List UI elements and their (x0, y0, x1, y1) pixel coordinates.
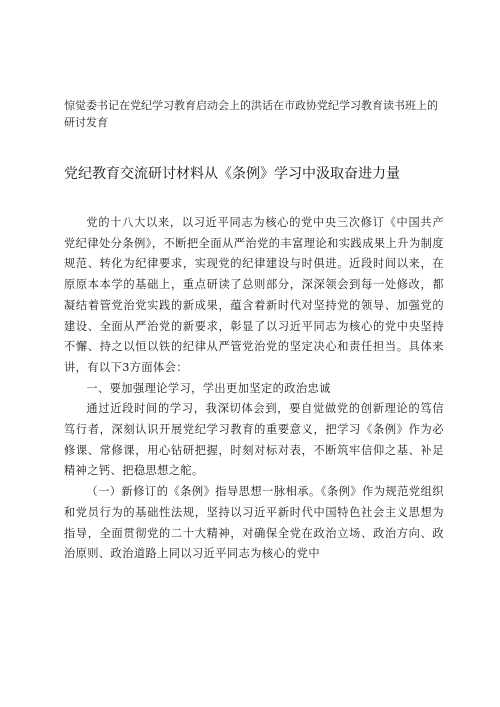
header-title: 惊觉委书记在党纪学习教育启动会上的洪话在市政协党纪学习教育读书班上的研讨发育 (64, 99, 438, 129)
paragraph-subsection-1: （一）新修订的《条例》指导思想一脉相承。《条例》作为规范党组织和党员行为的基础性法规，坚持以习近平新时代中国特色社会主义思想为指导，全面贯彻党的二十大精神，对确保全党在政治立场、政治方向、政治原则、政治道路上同以习近平同志为核心的党中 (64, 485, 444, 561)
paragraph-study: 通过近段时间的学习，我深切体会到，要自觉做党的创新理论的笃信笃行者，深刻认识开展党纪学习教育的重要意义，把学习《条例》作为必修课、常修课，用心钻研把握，时刻对标对表，不断筑牢信仰之基、补足精神之钙、把稳思想之舵。 (64, 402, 444, 478)
section-heading-1: 一、要加强理论学习，学出更加坚定的政治忠诚 (86, 381, 331, 395)
document-body (64, 213, 444, 565)
document-title: 党纪教育交流研讨材料从《条例》学习中汲取奋进力量 (64, 166, 400, 182)
paragraph-intro: 党的十八大以来，以习近平同志为核心的党中央三次修订《中国共产党纪律处分条例》，不断把全面从严治党的丰富理论和实践成果上升为制度规范、转化为纪律要求，实现党的纪律建设与时俱进。近段时间以来，在原原本本学的基础上，重点研读了总则部分，深深领会到每一处修改，都凝结着管党治党实践的新成果，蕴含着新时代对坚持党的领导、加强党的建设、全面从严治党的新要求，彰显了以习近平同志为核心的党中央坚持不懈、持之以恒以铁的纪律从严管党治党的坚定决心和责任担当。具体来讲，有以下3方面体会： (64, 216, 444, 374)
